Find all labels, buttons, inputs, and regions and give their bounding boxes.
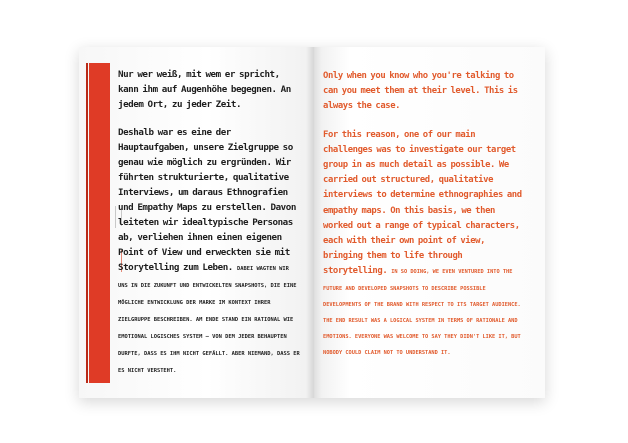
german-body-paragraph <box>118 125 300 379</box>
german-body-text: Deshalb war es eine der Hauptaufgaben, unsere Zielgruppe so genau wie möglich zu ergründen. Wir führten strukturierte, qualitative Interviews, um daraus Ethnografien und Empathy Maps zu erstellen. Davon leiteten wir idealtypische Personas ab, verliehen ihnen einen eigenen Point of View und erweckten sie mit Storytelling zum Leben. <box>118 127 296 273</box>
margin-tick <box>115 206 116 228</box>
english-body-text: For this reason, one of our main challenges was to investigate our target group in as much detail as possible. We carried out structured, qualitative interviews to determine ethnographies and empathy maps. On this basis, we then worked out a range of typical characters, each with their own point of view, bringing them to life through storytelling. <box>323 129 522 277</box>
paragraph-gap <box>323 115 523 128</box>
german-lead-paragraph: Nur wer weiß, mit wem er spricht, kann ihm auf Augenhöhe begegnen. An jedem Ort, zu jeder Zeit. <box>118 69 291 110</box>
english-lead-paragraph: Only when you know who you're talking to can you meet them at their level. This is always the case. <box>323 71 518 112</box>
open-booklet <box>79 47 545 398</box>
right-page <box>313 47 545 398</box>
red-accent-band <box>89 63 110 383</box>
left-page <box>79 47 313 398</box>
german-small-caps-text: DABEI WAGTEN WIR UNS IN DIE ZUKUNFT UND ENTWICKELTEN SNAPSHOTS, DIE EINE MÖGLICHE ENTWICKLUNG DER MARKE IM KONTEXT IHRER ZIELGRUPPE BESCHREIBEN. AM ENDE STAND EIN RATIONAL WIE EMOTIONAL LOGISCHES SYSTEM – VON DEM JEDER BEHAUPTEN DURFTE, DASS ES IHM NICHT GEFÄLLT. ABER NIEMAND, DASS ER ES NICHT VERSTEHT. <box>118 266 300 374</box>
english-small-caps-text: IN SO DOING, WE EVEN VENTURED INTO THE FUTURE AND DEVELOPED SNAPSHOTS TO DESCRIBE POSSIBLE DEVELOPMENTS OF THE BRAND WITH RESPECT TO ITS TARGET AUDIENCE. THE END RESULT WAS A LOGICAL SYSTEM IN TERMS OF RATIONALE AND EMOTIONS. EVERYONE WAS WELCOME TO SAY THEY DIDN'T LIKE IT, BUT NOBODY COULD CLAIM NOT TO UNDERSTAND IT. <box>323 269 521 357</box>
red-band-edge <box>86 63 88 383</box>
english-text-block <box>323 69 523 362</box>
english-body-paragraph <box>323 128 523 362</box>
paragraph-gap <box>118 112 300 125</box>
german-text-block <box>118 67 300 379</box>
